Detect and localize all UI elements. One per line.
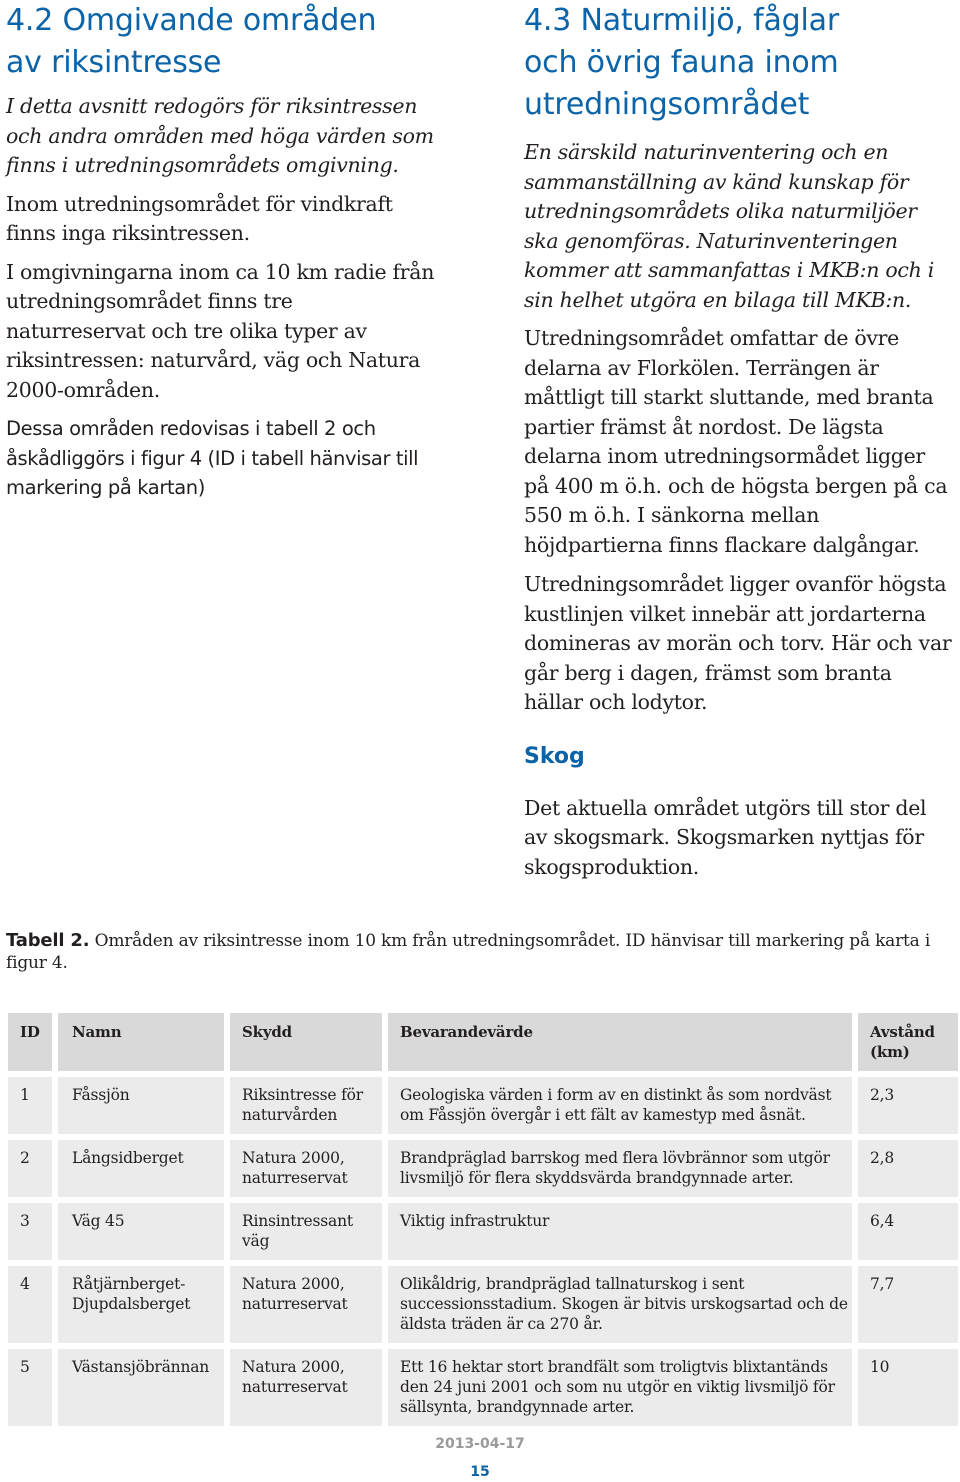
cell-skydd: Rinsintressant väg [224,1203,382,1260]
cell-bevarandevarde: Olikåldrig, brandpräglad tallnaturskog i sent successionsstadium. Skogen är bitvis urskogsartad och de äldsta träden är ca 270 år. [382,1266,852,1343]
cell-id: 1 [8,1077,52,1134]
cell-name: Långsidberget [52,1140,224,1197]
paragraph-jordarter: Utredningsområdet ligger ovanför högsta kustlinjen vilket innebär att jordarterna domineras av morän och torv. Här och var går berg i dagen, främst som branta hällar och lodytor. [524,572,952,714]
riksintresse-table [8,1007,958,1432]
cell-name: Råtjärnberget-Djupdalsberget [52,1266,224,1343]
paragraph-tabell-hanvisning: Dessa områden redovisas i tabell 2 och åskådliggörs i figur 4 (ID i tabell hänvisar till markering på kartan) [6,417,419,499]
paragraph-no-riksintressen: Inom utredningsområdet för vindkraft finns inga riksintressen. [6,191,393,245]
cell-avstand: 7,7 [852,1266,958,1343]
cell-avstand: 2,3 [852,1077,958,1134]
paragraph-terrang: Utredningsområdet omfattar de övre delarna av Florkölen. Terrängen är måttligt till starkt sluttande, med branta partier främst åt nordost. De lägsta delarna inom utredningsormådet ligger på 400 m ö.h. och de högsta bergen på ca 550 m ö.h. I sänkorna mellan höjdpartierna finns flackare dalgångar. [524,326,948,557]
footer-date: 2013-04-17 [435,1436,525,1452]
section-ingress: I detta avsnitt redogörs för riksintressen och andra områden med höga värden som finns i utredningsområdets omgivning. [6,94,434,177]
cell-bevarandevarde: Geologiska värden i form av en distinkt ås som nordväst om Fåssjön övergår i ett fält av kamestyp med åsnät. [382,1077,852,1134]
cell-id: 4 [8,1266,52,1343]
section-heading-4-3: 4.3 Naturmiljö, fåglar och övrig fauna inom utredningsområdet [524,3,839,122]
cell-bevarandevarde: Brandpräglad barrskog med flera lövbrännor som utgör livsmiljö för flera skyddsvärda brandgynnade arter. [382,1140,852,1197]
paragraph-omgivningar: I omgivningarna inom ca 10 km radie från utredningsområdet finns tre naturreservat och tre olika typer av riksintressen: naturvård, väg och Natura 2000-områden. [6,259,435,402]
cell-name: Väg 45 [52,1203,224,1260]
cell-avstand: 10 [852,1349,958,1426]
table-row [8,1349,958,1426]
table-row [8,1203,958,1260]
cell-skydd: Natura 2000, naturreservat [224,1140,382,1197]
table-row [8,1140,958,1197]
cell-skydd: Natura 2000, naturreservat [224,1266,382,1343]
cell-id: 5 [8,1349,52,1426]
table-header-row [8,1013,958,1071]
cell-id: 2 [8,1140,52,1197]
header-bevarandevarde: Bevarandevärde [382,1013,852,1071]
cell-avstand: 2,8 [852,1140,958,1197]
cell-skydd: Natura 2000, naturreservat [224,1349,382,1426]
cell-skydd: Riksintresse för naturvården [224,1077,382,1134]
cell-id: 3 [8,1203,52,1260]
section-ingress: En särskild naturinventering och en sammanställning av känd kunskap för utredningsområdets olika naturmiljöer ska genomföras. Naturinventeringen kommer att sammanfattas i MKB:n och i sin helhet utgöra en bilaga till MKB:n. [524,140,934,312]
cell-bevarandevarde: Ett 16 hektar stort brandfält som troligtvis blixtantänds den 24 juni 2001 och som nu utgör en viktig livsmiljö för sällsynta, brandgynnade arter. [382,1349,852,1426]
table-caption [6,930,946,974]
header-id: ID [8,1013,52,1071]
page-number: 15 [470,1464,490,1480]
table-caption-text: Områden av riksintresse inom 10 km från utredningsområdet. ID hänvisar till markering på karta i figur 4. [6,931,931,973]
cell-name: Västansjöbrännan [52,1349,224,1426]
header-name: Namn [52,1013,224,1071]
table-row [8,1077,958,1134]
cell-name: Fåssjön [52,1077,224,1134]
right-column [524,0,954,882]
header-skydd: Skydd [224,1013,382,1071]
cell-bevarandevarde: Viktig infrastruktur [382,1203,852,1260]
table-row [8,1266,958,1343]
header-avstand: Avstånd (km) [852,1013,958,1071]
paragraph-skog: Det aktuella området utgörs till stor del av skogsmark. Skogsmarken nyttjas för skogsproduktion. [524,795,927,879]
table-caption-label: Tabell 2. [6,930,90,951]
subheading-skog: Skog [524,743,585,769]
cell-avstand: 6,4 [852,1203,958,1260]
section-heading-4-2: 4.2 Omgivande områden av riksintresse [6,3,377,80]
left-column [6,0,436,503]
